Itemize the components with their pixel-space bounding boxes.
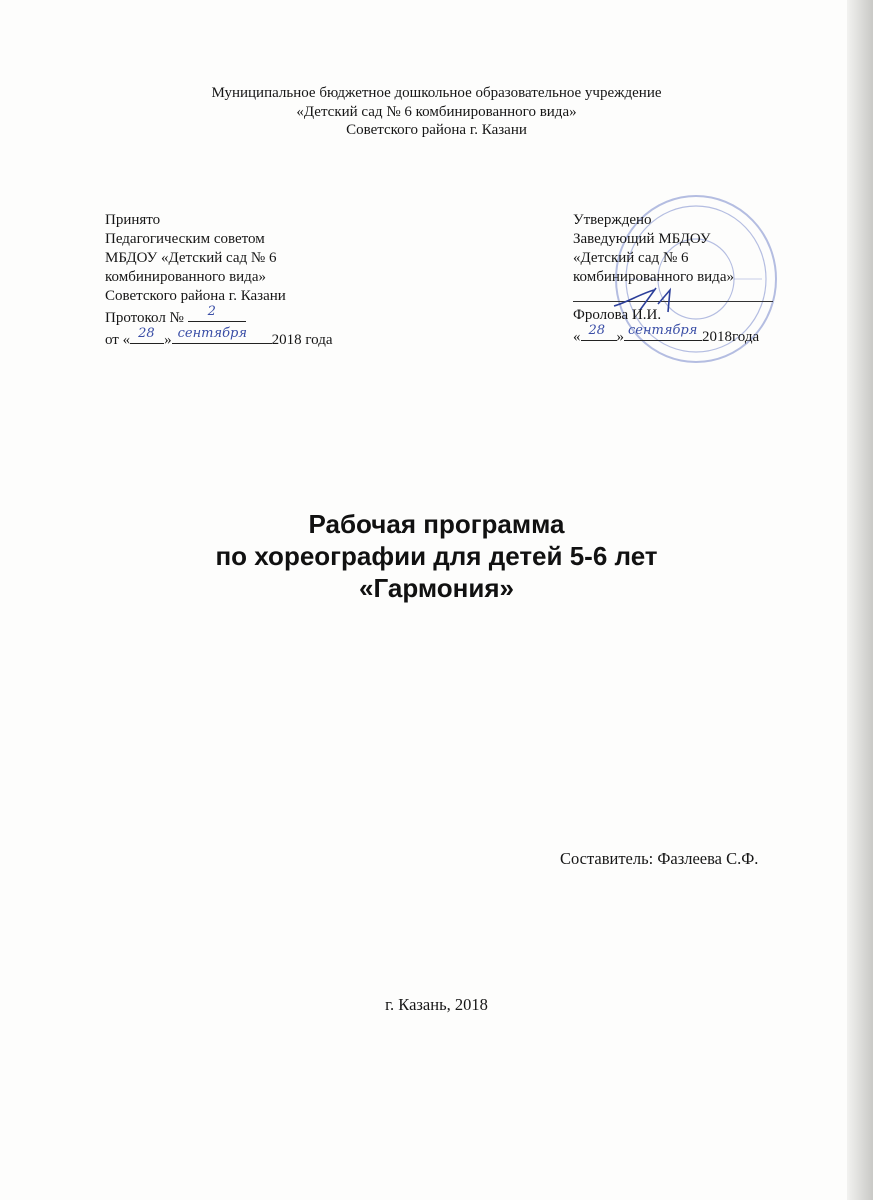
accepted-block [105,211,435,350]
accepted-line-2: Педагогическим советом [105,231,265,247]
approved-heading: Утверждено [573,212,652,228]
protocol-number: 2 [207,304,216,319]
accepted-date-line [105,328,435,350]
protocol-number-field [188,306,246,322]
org-line-1: Муниципальное бюджетное дошкольное образовательное учреждение [211,85,662,101]
approved-date-mid: » [616,329,624,345]
approved-date-prefix: « [573,329,581,345]
title-line-3: «Гармония» [359,573,514,603]
approved-line-3: «Детский сад № 6 [573,250,689,266]
approved-date-suffix: 2018года [702,329,760,345]
accepted-month: сентября [177,326,247,341]
protocol-label: Протокол № [105,310,184,326]
organization-header [0,84,873,140]
author: Составитель: Фазлеева С.Ф. [560,849,759,868]
document-title [0,508,873,604]
org-line-3: Советского района г. Казани [346,122,527,138]
accepted-line-4: комбинированного вида» [105,269,266,285]
accepted-day-field [130,328,164,344]
approved-day: 28 [588,323,606,338]
approved-date-line [573,325,813,347]
approved-month: сентября [628,323,698,338]
accepted-date-suffix: 2018 года [271,332,333,348]
approved-month-field [624,325,702,341]
accepted-month-field [172,328,272,344]
approved-block [573,211,813,347]
accepted-heading: Принято [105,212,161,228]
title-line-2: по хореографии для детей 5-6 лет [215,541,658,571]
accepted-day: 28 [138,326,155,341]
approved-name: Фролова И.И. [573,307,662,323]
approved-day-field [581,325,617,341]
accepted-line-5: Советского района г. Казани [105,288,286,304]
approved-signature-space [573,287,813,306]
org-line-2: «Детский сад № 6 комбинированного вида» [296,103,577,120]
title-line-1: Рабочая программа [308,509,565,539]
approved-line-4: комбинированного вида» [573,269,734,285]
approved-line-2: Заведующий МБДОУ [573,231,711,247]
accepted-line-3: МБДОУ «Детский сад № 6 [105,250,277,266]
accepted-date-prefix: от « [105,332,131,348]
city-year: г. Казань, 2018 [385,995,488,1014]
accepted-date-mid: » [164,332,172,348]
